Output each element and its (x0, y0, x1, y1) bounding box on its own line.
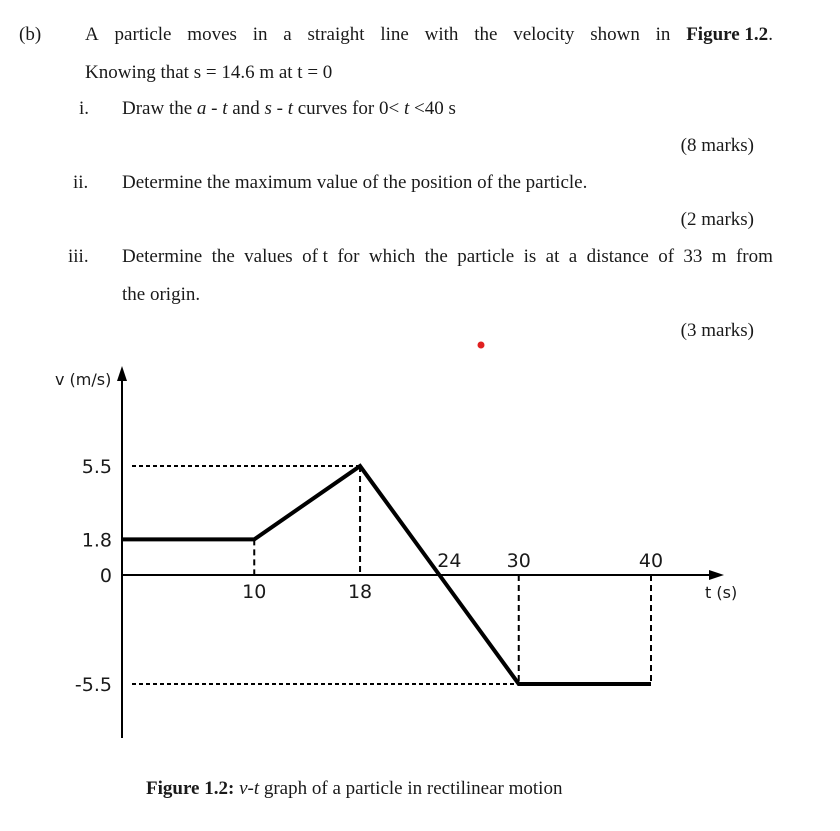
item-iii-word: distance (586, 246, 649, 267)
item-iii-word: at (545, 246, 560, 267)
intro-word: in (252, 24, 268, 45)
item-i-marks: (8 marks) (680, 135, 754, 156)
item-iii-word: 33 (683, 246, 703, 267)
item-iii-word: is (523, 246, 537, 267)
figure-caption: Figure 1.2: v-t graph of a particle in rectilinear motion (146, 778, 563, 799)
x-tick-label: 24 (437, 550, 462, 572)
item-iii-word: of (658, 246, 675, 267)
intro-word: A (85, 24, 99, 45)
intro-word: shown (590, 24, 640, 45)
y-axis-label: v (m/s) (55, 370, 112, 389)
intro-word: straight (307, 24, 365, 45)
item-iii-word: of t (302, 246, 328, 267)
item-iii-word: Determine (122, 246, 203, 267)
x-axis-label: t (s) (705, 583, 738, 602)
x-axis-arrow-icon (709, 570, 724, 580)
y-tick-label: 1.8 (81, 529, 112, 552)
item-iii-number: iii. (68, 246, 89, 267)
item-i-number: i. (79, 98, 90, 119)
part-label: (b) (19, 24, 42, 45)
figure-reference: Figure 1.2. (686, 24, 773, 45)
item-ii-number: ii. (73, 172, 89, 193)
item-iii-word: the (211, 246, 235, 267)
y-tick-label: 0 (99, 565, 112, 587)
x-tick-label: 30 (506, 550, 531, 572)
intro-word: particle (114, 24, 172, 45)
intro-word: with (424, 24, 459, 45)
condition-text: Knowing that s = 14.6 m at t = 0 (85, 62, 333, 83)
y-tick-label: 5.5 (81, 456, 112, 479)
item-iii-word: particle (457, 246, 515, 267)
item-i-text: Draw the a - t and s - t curves for 0< t <40 s (122, 98, 456, 119)
item-iii-word: from (735, 246, 773, 267)
intro-word: the (474, 24, 498, 45)
item-ii-text: Determine the maximum value of the position of the particle. (122, 172, 588, 193)
item-iii-word: m (711, 246, 727, 267)
item-iii-word: a (568, 246, 578, 267)
item-ii-marks: (2 marks) (680, 209, 754, 230)
intro-word: a (283, 24, 292, 45)
red-dot (478, 342, 485, 349)
x-tick-label: 10 (242, 581, 267, 603)
item-iii-word: which (368, 246, 416, 267)
item-iii-word: the (424, 246, 448, 267)
x-tick-label: 18 (347, 581, 373, 603)
intro-word: velocity (513, 24, 575, 45)
item-iii-word: values (244, 246, 293, 267)
intro-word: line (380, 24, 409, 45)
x-tick-label: 40 (638, 550, 664, 572)
y-tick-label: -5.5 (74, 673, 112, 696)
item-iii-word: for (337, 246, 360, 267)
intro-word: moves (187, 24, 237, 45)
intro-word: in (655, 24, 671, 45)
y-axis-arrow-icon (117, 366, 127, 381)
item-iii-text-line2: the origin. (122, 284, 201, 305)
item-iii-marks: (3 marks) (680, 320, 754, 341)
